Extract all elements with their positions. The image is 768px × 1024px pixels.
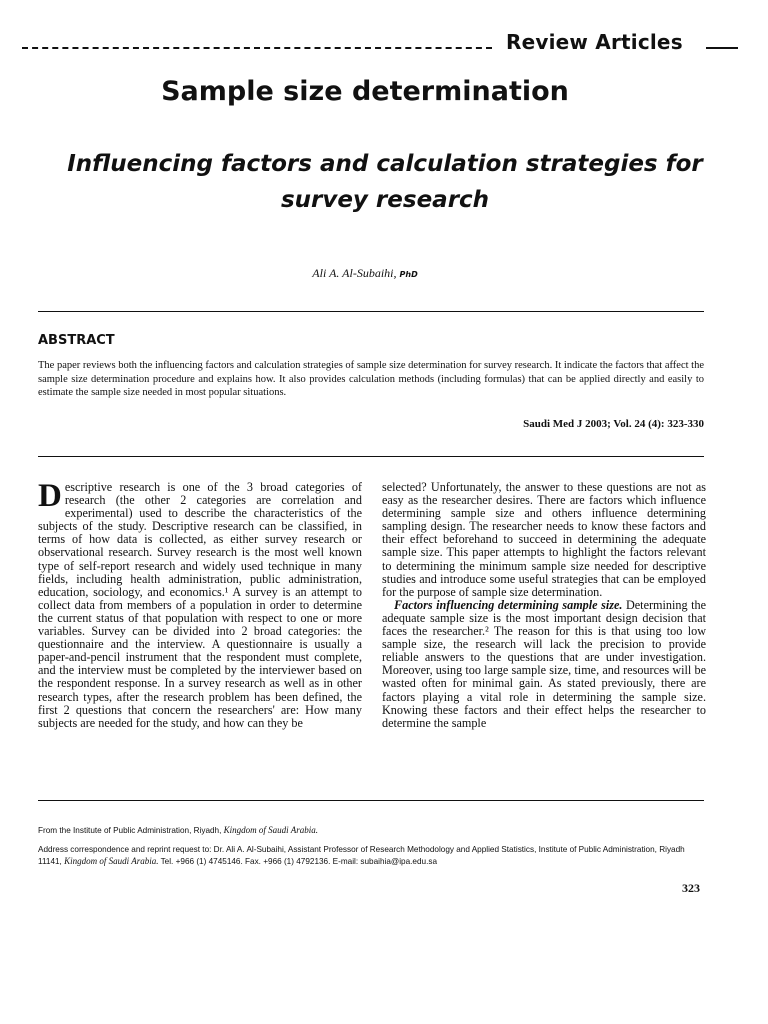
affiliation-text: From the Institute of Public Administration, Riyadh, [38, 826, 222, 835]
drop-cap: D [38, 478, 62, 514]
author-name: Ali A. Al-Subaihi, [312, 266, 397, 280]
section-runin-heading: Factors influencing determining sample size. [394, 597, 623, 612]
author-degree: PhD [399, 270, 418, 279]
body-column-left [38, 478, 362, 730]
right-column-paragraph-1: selected? Unfortunately, the answer to these questions are not as easy as the researcher desires. There are factors which influence determining sample size and others influence determining sampling design. The researcher needs to know these factors and their effect beforehand to succeed in determining the adequate sample size. This paper attempts to highlight the factors relevant to determining the minimum sample size needed for descriptive studies and introduce some useful strategies that can be employed for the purpose of sample size determination. [382, 480, 706, 599]
correspondence-contact: Tel. +966 (1) 4745146. Fax. +966 (1) 4792136. E-mail: subaihia@ipa.edu.sa [160, 856, 437, 866]
page-number: 323 [682, 881, 700, 895]
abstract-bottom-rule [38, 456, 704, 457]
footnote-rule [38, 800, 704, 801]
affiliation-note [38, 825, 704, 837]
abstract-text: The paper reviews both the influencing factors and calculation strategies of sample size determination for survey research. It indicate the factors that affect the sample size determination procedure and explains how. It also provides calculation methods (including formulas) that can be applied directly and easily to estimate the sample size needed in most popular situations. [38, 360, 704, 398]
right-column-text: Determining the adequate sample size is the most important design decision that faces the researcher.² The reason for this is that using too low sample size, the research will lack the precision to provide reliable answers to the questions that are under investigation. Moreover, using too large sample size, time, and resources will be wasted often for minimal gain. As stated previously, there are factors playing a vital role in determining the sample size. Knowing these factors and their effect helps the researcher to determine the sample [382, 597, 706, 730]
correspondence-note [38, 845, 704, 867]
header-rule-end [706, 47, 738, 49]
intro-paragraph [38, 478, 362, 730]
section-label: Review Articles [506, 30, 683, 54]
article-title: Sample size determination [161, 76, 569, 107]
affiliation-country: Kingdom of Saudi Arabia. [223, 825, 319, 835]
left-column-text: escriptive research is one of the 3 broad categories of research (the other 2 categories are correlation and experimental) used to describe the characteristics of the subjects of the study. Descriptive research can be classified, in terms of how data is collected, as either survey research or observational research. Survey research is the most well known type of self-report research and widely used technique in many fields, including health administration, public administration, education, sociology, and economics.¹ A survey is an attempt to collect data from members of a population in order to determine the current status of that population with respect to one or more variables. Survey can be divided into 2 broad categories: the questionnaire and the interview. A questionnaire is usually a paper-and-pencil instrument that the respondent must complete, and the interview must be completed by the interviewer based on the respondent response. In a survey research as well as in other research types, after the research problem has been defined, the first 2 questions that concern the researchers' are: How many subjects are needed for the study, and how can they be [38, 480, 362, 730]
correspondence-text: Address correspondence and reprint request to: Dr. Ali A. Al-Subaihi, Assistant Professor of Research Methodology and Applied Statistics, Institute of Public Administration, Riyadh 11141, [38, 845, 685, 866]
article-subtitle: Influencing factors and calculation strategies for survey research [67, 151, 703, 213]
body-column-right [382, 481, 706, 730]
correspondence-country: Kingdom of Saudi Arabia. [64, 855, 159, 866]
journal-citation: Saudi Med J 2003; Vol. 24 (4): 323-330 [523, 418, 704, 430]
author-line [0, 266, 730, 281]
header-rule [22, 47, 492, 49]
abstract-top-rule [38, 311, 704, 312]
abstract-heading: ABSTRACT [38, 333, 115, 348]
right-column-paragraph-2 [382, 599, 706, 730]
